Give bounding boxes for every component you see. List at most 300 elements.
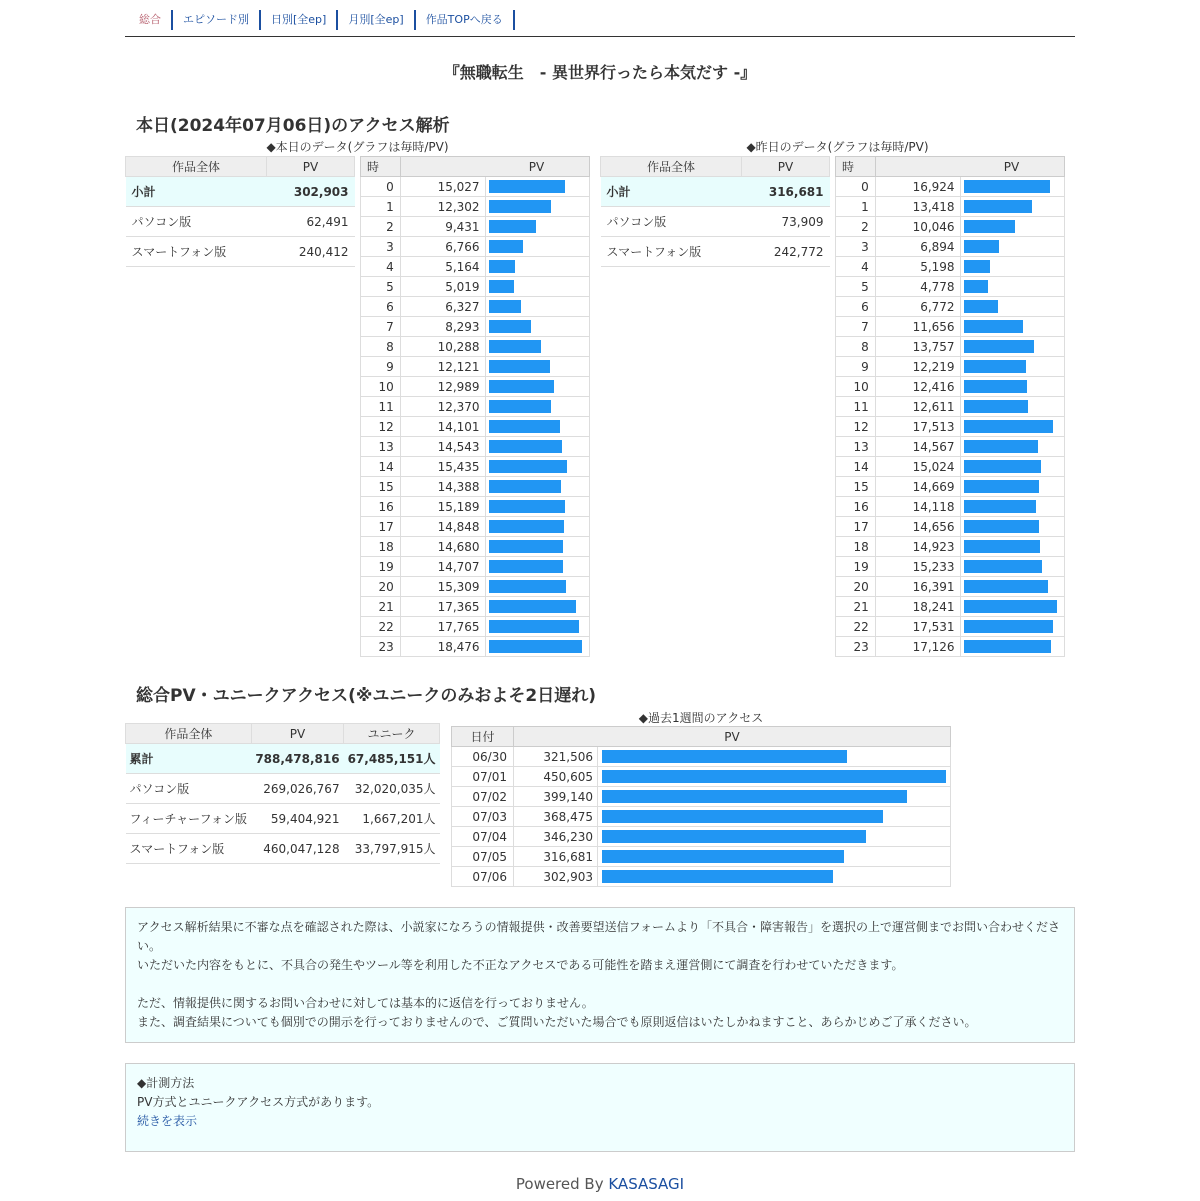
hour-bar-cell — [960, 537, 1064, 557]
hour-label: 9 — [836, 357, 876, 377]
hour-label: 6 — [836, 297, 876, 317]
hour-row — [361, 297, 590, 317]
top-nav — [125, 10, 1075, 37]
week-pv-bar — [602, 750, 847, 763]
pv-bar — [489, 240, 523, 253]
table-row — [126, 237, 355, 267]
pv-bar — [489, 580, 567, 593]
row-pv: 788,478,816 — [251, 744, 343, 774]
hour-bar-cell — [960, 457, 1064, 477]
week-pv: 399,140 — [514, 787, 598, 807]
hour-pv: 14,923 — [875, 537, 960, 557]
yesterday-hourly-table — [835, 156, 1065, 657]
table-row — [126, 177, 355, 207]
hour-bar-cell — [485, 577, 589, 597]
pv-bar — [964, 340, 1035, 353]
week-pv: 450,605 — [514, 767, 598, 787]
pv-bar — [489, 500, 566, 513]
hour-row — [361, 637, 590, 657]
row-pv: 59,404,921 — [251, 804, 343, 834]
col-header: PV — [742, 157, 830, 177]
hour-row — [361, 457, 590, 477]
hour-pv: 14,118 — [875, 497, 960, 517]
pv-bar — [964, 480, 1039, 493]
hour-pv: 15,024 — [875, 457, 960, 477]
pv-bar — [964, 380, 1028, 393]
hour-pv: 16,924 — [875, 177, 960, 197]
method-text: PV方式とユニークアクセス方式があります。 — [137, 1095, 380, 1109]
week-date: 07/06 — [452, 867, 514, 887]
hour-pv: 15,233 — [875, 557, 960, 577]
row-unique: 33,797,915人 — [344, 834, 440, 864]
pv-bar — [964, 280, 989, 293]
kasasagi-link[interactable]: KASASAGI — [608, 1175, 685, 1193]
week-pv-bar — [602, 850, 844, 863]
hour-row — [836, 617, 1065, 637]
hour-row — [361, 377, 590, 397]
hour-pv: 14,848 — [400, 517, 485, 537]
hour-row — [361, 337, 590, 357]
hour-bar-cell — [485, 197, 589, 217]
week-pv-bar — [602, 830, 866, 843]
col-header: 作品全体 — [126, 157, 267, 177]
row-value: 73,909 — [742, 207, 830, 237]
hour-row — [836, 277, 1065, 297]
hour-label: 0 — [836, 177, 876, 197]
hour-label: 22 — [361, 617, 401, 637]
hour-label: 1 — [836, 197, 876, 217]
hour-label: 4 — [361, 257, 401, 277]
hour-pv: 14,567 — [875, 437, 960, 457]
pv-bar — [964, 600, 1058, 613]
col-header: PV — [400, 157, 589, 177]
hour-bar-cell — [960, 377, 1064, 397]
today-caption: ◆本日のデータ(グラフは毎時/PV) — [266, 140, 449, 154]
hour-bar-cell — [960, 557, 1064, 577]
footer — [0, 1175, 1200, 1193]
week-pv: 302,903 — [514, 867, 598, 887]
week-bar-cell — [598, 747, 951, 767]
col-header: 作品全体 — [601, 157, 742, 177]
hour-label: 13 — [836, 437, 876, 457]
hour-pv: 14,707 — [400, 557, 485, 577]
hour-label: 0 — [361, 177, 401, 197]
hour-bar-cell — [960, 577, 1064, 597]
hour-row — [361, 317, 590, 337]
hour-bar-cell — [485, 277, 589, 297]
week-row — [452, 807, 951, 827]
hour-pv: 6,772 — [875, 297, 960, 317]
hour-row — [361, 357, 590, 377]
notice-line: また、調査結果についても個別での開示を行っておりませんので、ご質問いただいた場合でも原則返信はいたしかねますこと、あらかじめご了承ください。 — [137, 1015, 977, 1029]
col-header: 時 — [361, 157, 401, 177]
hour-bar-cell — [960, 177, 1064, 197]
row-label: 累計 — [126, 744, 252, 774]
week-date: 07/03 — [452, 807, 514, 827]
hour-bar-cell — [960, 597, 1064, 617]
hour-label: 9 — [361, 357, 401, 377]
hour-pv: 12,370 — [400, 397, 485, 417]
hour-pv: 12,989 — [400, 377, 485, 397]
hour-label: 21 — [836, 597, 876, 617]
hour-label: 12 — [361, 417, 401, 437]
method-box — [125, 1063, 1075, 1152]
nav-work-top-link[interactable]: 作品TOPへ戻る — [416, 10, 515, 30]
hour-label: 23 — [361, 637, 401, 657]
hour-pv: 12,302 — [400, 197, 485, 217]
show-more-link[interactable]: 続きを表示 — [137, 1114, 198, 1128]
pv-bar — [964, 320, 1024, 333]
pv-bar — [964, 540, 1041, 553]
pv-bar — [489, 180, 565, 193]
col-header: ユニーク — [344, 724, 440, 744]
table-row — [126, 774, 440, 804]
hour-pv: 17,765 — [400, 617, 485, 637]
nav-monthly-link[interactable]: 月別[全ep] — [338, 10, 415, 30]
pv-bar — [489, 320, 531, 333]
hour-bar-cell — [960, 497, 1064, 517]
hour-bar-cell — [485, 217, 589, 237]
pv-bar — [964, 460, 1041, 473]
hour-row — [836, 297, 1065, 317]
col-header: PV — [875, 157, 1064, 177]
pv-bar — [489, 340, 541, 353]
hour-pv: 9,431 — [400, 217, 485, 237]
hour-label: 1 — [361, 197, 401, 217]
pv-bar — [964, 260, 991, 273]
hour-bar-cell — [485, 397, 589, 417]
week-pv-bar — [602, 870, 833, 883]
hour-label: 22 — [836, 617, 876, 637]
pv-bar — [964, 300, 999, 313]
work-title: 『無職転生 - 異世界行ったら本気だす -』 — [443, 63, 757, 82]
hour-bar-cell — [485, 237, 589, 257]
notice-line: アクセス解析結果に不審な点を確認された際は、小説家になろうの情報提供・改善要望送信フォームより「不具合・障害報告」を選択の上で運営側までお問い合わせください。 — [137, 920, 1061, 953]
pv-bar — [489, 380, 555, 393]
notice-line: ただ、情報提供に関するお問い合わせに対しては基本的に返信を行っておりません。 — [137, 996, 594, 1010]
hour-pv: 17,531 — [875, 617, 960, 637]
nav-daily-link[interactable]: 日別[全ep] — [261, 10, 338, 30]
pv-bar — [489, 420, 560, 433]
nav-episode-link[interactable]: エピソード別 — [173, 10, 261, 30]
pv-bar — [964, 580, 1048, 593]
pv-bar — [489, 300, 521, 313]
hour-row — [361, 477, 590, 497]
hour-bar-cell — [485, 557, 589, 577]
col-header: PV — [514, 727, 951, 747]
hour-pv: 8,293 — [400, 317, 485, 337]
pv-bar — [489, 560, 563, 573]
notice-box — [125, 907, 1075, 1043]
row-label: パソコン版 — [126, 207, 267, 237]
hour-pv: 18,476 — [400, 637, 485, 657]
week-bar-cell — [598, 867, 951, 887]
hour-row — [836, 257, 1065, 277]
week-pv-bar — [602, 790, 907, 803]
pv-bar — [964, 420, 1054, 433]
row-label: 小計 — [126, 177, 267, 207]
hour-row — [361, 517, 590, 537]
hour-row — [361, 177, 590, 197]
hour-bar-cell — [485, 417, 589, 437]
hour-pv: 14,388 — [400, 477, 485, 497]
hour-label: 20 — [361, 577, 401, 597]
hour-label: 3 — [361, 237, 401, 257]
week-table — [451, 726, 951, 887]
row-value: 240,412 — [267, 237, 355, 267]
hour-pv: 15,435 — [400, 457, 485, 477]
row-label: 小計 — [601, 177, 742, 207]
row-label: スマートフォン版 — [601, 237, 742, 267]
pv-bar — [964, 220, 1016, 233]
pv-bar — [964, 620, 1054, 633]
hour-pv: 14,101 — [400, 417, 485, 437]
hour-row — [361, 417, 590, 437]
week-bar-cell — [598, 787, 951, 807]
week-pv-bar — [602, 770, 946, 783]
pv-bar — [489, 520, 564, 533]
table-row — [601, 177, 830, 207]
hour-label: 8 — [836, 337, 876, 357]
hour-pv: 6,766 — [400, 237, 485, 257]
pv-bar — [489, 540, 563, 553]
hour-pv: 17,513 — [875, 417, 960, 437]
pv-bar — [489, 640, 583, 653]
row-label: パソコン版 — [601, 207, 742, 237]
hour-label: 3 — [836, 237, 876, 257]
table-row — [126, 207, 355, 237]
hour-bar-cell — [485, 337, 589, 357]
hour-pv: 14,680 — [400, 537, 485, 557]
notice-line: いただいた内容をもとに、不具合の発生やツール等を利用した不正なアクセスである可能性を踏まえ運営側にて調査を行わせていただきます。 — [137, 958, 904, 972]
hour-row — [836, 557, 1065, 577]
footer-prefix: Powered By — [515, 1175, 609, 1193]
col-header: 時 — [836, 157, 876, 177]
hour-pv: 15,309 — [400, 577, 485, 597]
row-pv: 460,047,128 — [251, 834, 343, 864]
pv-bar — [964, 640, 1052, 653]
hour-label: 14 — [361, 457, 401, 477]
hour-label: 17 — [836, 517, 876, 537]
today-heading: 本日(2024年07月06日)のアクセス解析 — [136, 116, 450, 136]
hour-label: 2 — [361, 217, 401, 237]
hour-bar-cell — [485, 477, 589, 497]
hour-pv: 14,543 — [400, 437, 485, 457]
hour-label: 13 — [361, 437, 401, 457]
hour-bar-cell — [960, 297, 1064, 317]
hour-row — [836, 457, 1065, 477]
pv-bar — [489, 280, 514, 293]
hour-label: 12 — [836, 417, 876, 437]
hour-row — [361, 237, 590, 257]
pv-bar — [489, 360, 550, 373]
hour-row — [361, 557, 590, 577]
hour-bar-cell — [485, 437, 589, 457]
hour-label: 7 — [836, 317, 876, 337]
pv-bar — [964, 560, 1042, 573]
hour-label: 21 — [361, 597, 401, 617]
hour-bar-cell — [960, 357, 1064, 377]
pv-bar — [964, 500, 1036, 513]
hour-bar-cell — [960, 617, 1064, 637]
hour-row — [361, 537, 590, 557]
week-date: 06/30 — [452, 747, 514, 767]
hour-row — [836, 357, 1065, 377]
hour-row — [836, 517, 1065, 537]
hour-pv: 12,219 — [875, 357, 960, 377]
total-heading: 総合PV・ユニークアクセス(※ユニークのみおよそ2日遅れ) — [136, 686, 596, 706]
col-header: PV — [267, 157, 355, 177]
hour-label: 5 — [361, 277, 401, 297]
pv-bar — [964, 240, 999, 253]
hour-bar-cell — [485, 497, 589, 517]
row-label: パソコン版 — [126, 774, 252, 804]
hour-pv: 6,327 — [400, 297, 485, 317]
hour-pv: 15,189 — [400, 497, 485, 517]
hour-pv: 12,416 — [875, 377, 960, 397]
hour-label: 15 — [361, 477, 401, 497]
row-value: 62,491 — [267, 207, 355, 237]
week-row — [452, 827, 951, 847]
hour-label: 4 — [836, 257, 876, 277]
hour-row — [361, 217, 590, 237]
pv-bar — [489, 260, 515, 273]
row-value: 242,772 — [742, 237, 830, 267]
hour-row — [836, 317, 1065, 337]
week-row — [452, 787, 951, 807]
notice-blank — [137, 975, 1063, 994]
nav-summary-link[interactable]: 総合 — [125, 10, 173, 30]
week-pv: 316,681 — [514, 847, 598, 867]
hour-pv: 5,019 — [400, 277, 485, 297]
pv-bar — [489, 460, 567, 473]
hour-bar-cell — [485, 297, 589, 317]
hour-pv: 6,894 — [875, 237, 960, 257]
hour-row — [836, 577, 1065, 597]
pv-bar — [964, 180, 1051, 193]
hour-pv: 14,669 — [875, 477, 960, 497]
hour-bar-cell — [485, 317, 589, 337]
hour-bar-cell — [960, 197, 1064, 217]
today-hourly-table — [360, 156, 590, 657]
pv-bar — [489, 620, 579, 633]
pv-bar — [489, 220, 537, 233]
row-unique: 67,485,151人 — [344, 744, 440, 774]
hour-label: 16 — [836, 497, 876, 517]
hour-label: 5 — [836, 277, 876, 297]
hour-row — [836, 637, 1065, 657]
week-row — [452, 867, 951, 887]
hour-pv: 12,121 — [400, 357, 485, 377]
hour-label: 11 — [836, 397, 876, 417]
hour-bar-cell — [485, 177, 589, 197]
hour-row — [836, 537, 1065, 557]
hour-bar-cell — [960, 277, 1064, 297]
hour-label: 18 — [361, 537, 401, 557]
hour-pv: 5,198 — [875, 257, 960, 277]
hour-label: 14 — [836, 457, 876, 477]
week-pv-bar — [602, 810, 883, 823]
hour-label: 10 — [361, 377, 401, 397]
hour-row — [836, 217, 1065, 237]
hour-label: 18 — [836, 537, 876, 557]
hour-row — [836, 397, 1065, 417]
method-title: ◆計測方法 — [137, 1076, 195, 1090]
hour-label: 7 — [361, 317, 401, 337]
hour-bar-cell — [485, 377, 589, 397]
hour-pv: 5,164 — [400, 257, 485, 277]
hour-label: 2 — [836, 217, 876, 237]
hour-bar-cell — [485, 537, 589, 557]
hour-pv: 17,126 — [875, 637, 960, 657]
hour-bar-cell — [485, 457, 589, 477]
week-date: 07/01 — [452, 767, 514, 787]
hour-bar-cell — [960, 637, 1064, 657]
hour-row — [836, 177, 1065, 197]
col-header: 作品全体 — [126, 724, 252, 744]
pv-bar — [489, 440, 563, 453]
week-date: 07/02 — [452, 787, 514, 807]
total-table — [125, 723, 440, 864]
pv-bar — [489, 600, 577, 613]
week-pv: 368,475 — [514, 807, 598, 827]
pv-bar — [964, 520, 1039, 533]
row-unique: 32,020,035人 — [344, 774, 440, 804]
hour-label: 11 — [361, 397, 401, 417]
table-row — [601, 207, 830, 237]
hour-bar-cell — [960, 417, 1064, 437]
hour-label: 17 — [361, 517, 401, 537]
hour-bar-cell — [960, 257, 1064, 277]
hour-bar-cell — [960, 397, 1064, 417]
hour-row — [836, 377, 1065, 397]
row-label: スマートフォン版 — [126, 834, 252, 864]
row-unique: 1,667,201人 — [344, 804, 440, 834]
hour-bar-cell — [960, 217, 1064, 237]
hour-row — [361, 597, 590, 617]
row-pv: 269,026,767 — [251, 774, 343, 804]
week-bar-cell — [598, 767, 951, 787]
pv-bar — [964, 400, 1029, 413]
hour-row — [361, 277, 590, 297]
table-row — [126, 834, 440, 864]
pv-bar — [964, 360, 1027, 373]
hour-row — [361, 577, 590, 597]
hour-bar-cell — [960, 477, 1064, 497]
row-label: スマートフォン版 — [126, 237, 267, 267]
hour-row — [836, 597, 1065, 617]
hour-row — [836, 437, 1065, 457]
hour-bar-cell — [485, 257, 589, 277]
hour-label: 16 — [361, 497, 401, 517]
week-row — [452, 767, 951, 787]
hour-bar-cell — [960, 517, 1064, 537]
week-bar-cell — [598, 827, 951, 847]
hour-row — [836, 197, 1065, 217]
hour-row — [836, 417, 1065, 437]
hour-row — [836, 477, 1065, 497]
hour-label: 6 — [361, 297, 401, 317]
hour-pv: 12,611 — [875, 397, 960, 417]
hour-pv: 13,757 — [875, 337, 960, 357]
hour-bar-cell — [485, 597, 589, 617]
week-row — [452, 747, 951, 767]
pv-bar — [489, 200, 551, 213]
hour-row — [361, 397, 590, 417]
hour-label: 19 — [361, 557, 401, 577]
table-row — [126, 744, 440, 774]
hour-bar-cell — [960, 437, 1064, 457]
